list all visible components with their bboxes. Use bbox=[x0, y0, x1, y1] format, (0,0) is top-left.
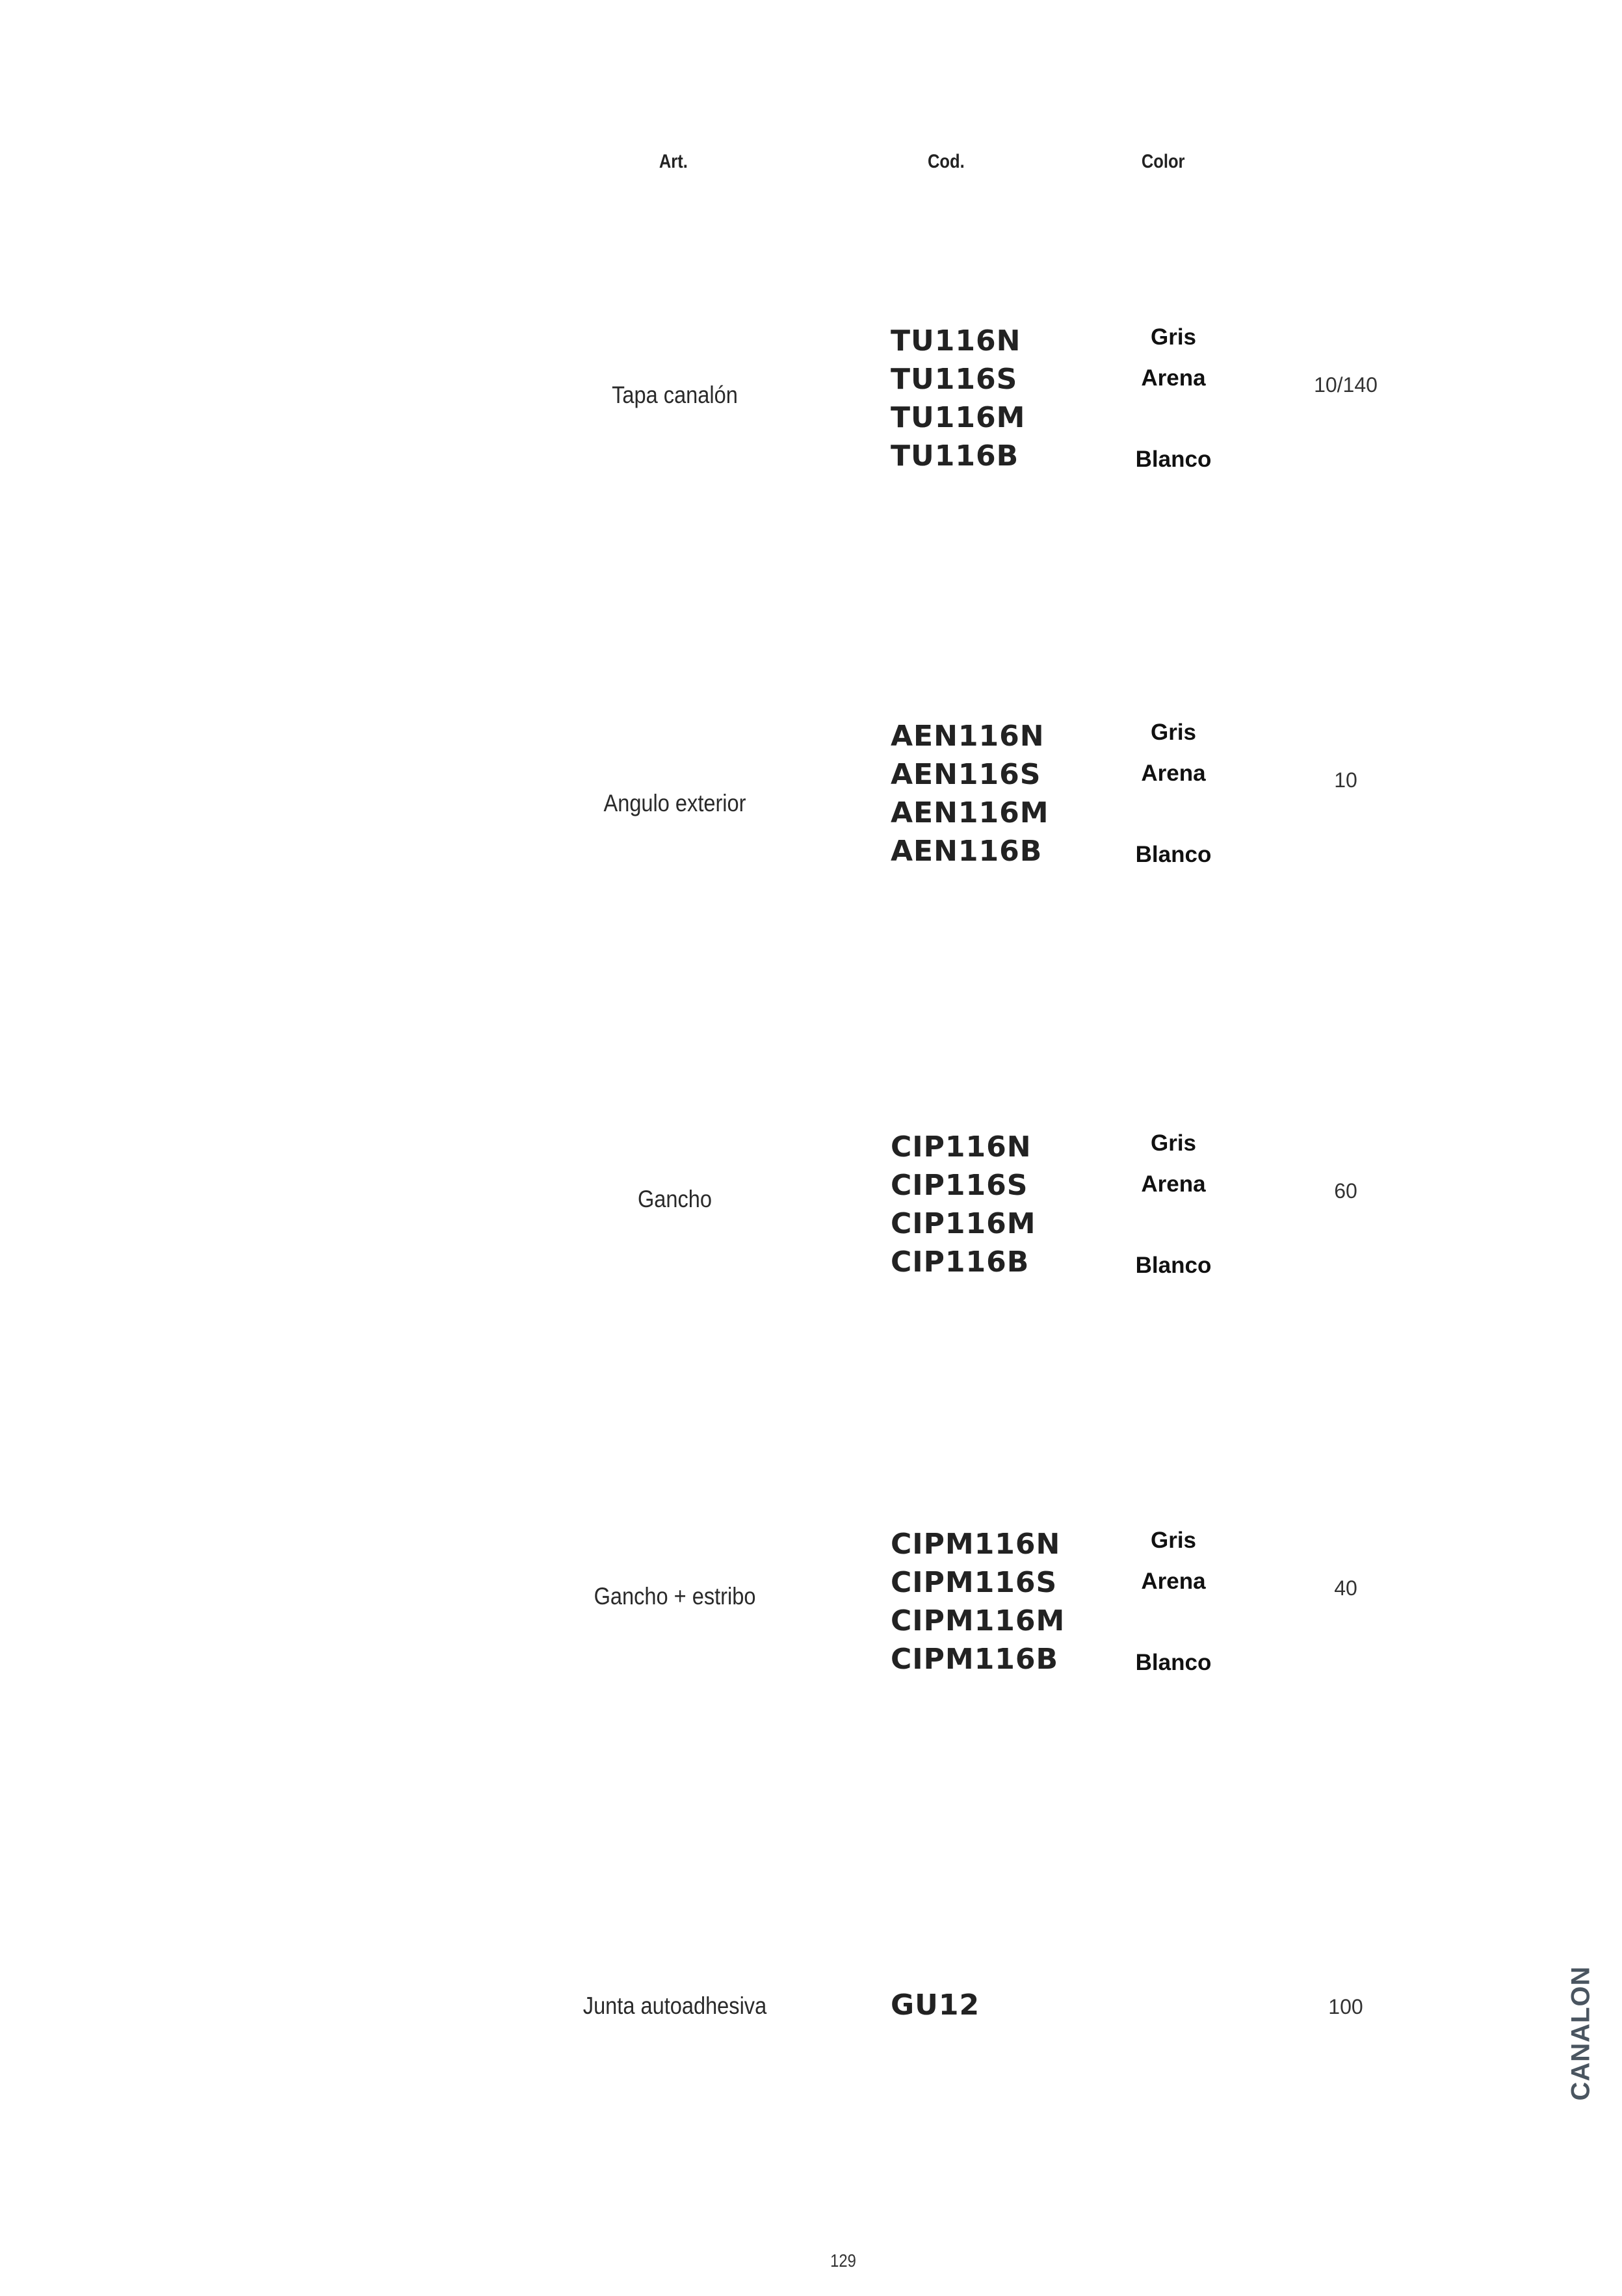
quantity: 60 bbox=[1334, 1179, 1357, 1203]
product-code: CIPM116B bbox=[891, 1643, 1059, 1676]
product-code: CIP116M bbox=[891, 1207, 1036, 1240]
section-label-text: CANALON bbox=[1566, 1966, 1595, 2101]
color-value: Gris bbox=[1150, 324, 1197, 350]
quantity: 40 bbox=[1334, 1576, 1357, 1600]
code-list bbox=[891, 1128, 1036, 1281]
code-list bbox=[891, 1525, 1065, 1678]
product-code: AEN116N bbox=[891, 720, 1045, 753]
product-code: AEN116B bbox=[891, 835, 1043, 868]
product-code: AEN116M bbox=[891, 796, 1049, 829]
code-list bbox=[891, 322, 1025, 475]
product-code: GU12 bbox=[891, 1989, 980, 2022]
product-code: TU116M bbox=[891, 401, 1026, 434]
color-value: Blanco bbox=[1135, 1650, 1212, 1675]
color-value: Arena bbox=[1141, 1171, 1206, 1197]
product-code: CIPM116M bbox=[891, 1604, 1066, 1637]
header-art: Art. bbox=[659, 151, 688, 172]
header-color: Color bbox=[1141, 151, 1185, 172]
header-cod: Cod. bbox=[927, 151, 965, 172]
color-value: Arena bbox=[1141, 761, 1206, 786]
quantity: 10/140 bbox=[1314, 373, 1378, 397]
product-code: CIP116B bbox=[891, 1246, 1030, 1279]
product-row bbox=[0, 717, 1622, 912]
quantity: 10 bbox=[1334, 768, 1357, 792]
article-name: Gancho + estribo bbox=[594, 1583, 756, 1610]
product-code: TU116S bbox=[891, 363, 1018, 396]
product-row bbox=[0, 1525, 1622, 1720]
color-value: Gris bbox=[1150, 1528, 1197, 1553]
product-row bbox=[0, 322, 1622, 517]
code-list bbox=[891, 1986, 980, 2024]
article-name: Angulo exterior bbox=[603, 790, 746, 816]
color-value: Arena bbox=[1141, 365, 1206, 391]
section-label bbox=[1555, 1966, 1607, 2101]
article-name: Gancho bbox=[637, 1186, 713, 1212]
page-number: 129 bbox=[830, 2250, 856, 2271]
color-value: Arena bbox=[1141, 1569, 1206, 1594]
product-code: TU116B bbox=[891, 439, 1019, 473]
product-code: CIPM116N bbox=[891, 1528, 1061, 1561]
product-row bbox=[0, 1128, 1622, 1323]
product-code: CIP116S bbox=[891, 1169, 1028, 1202]
color-value: Blanco bbox=[1135, 447, 1212, 472]
color-value: Gris bbox=[1150, 1130, 1197, 1156]
product-code: AEN116S bbox=[891, 758, 1041, 791]
color-value: Blanco bbox=[1135, 842, 1212, 867]
quantity: 100 bbox=[1328, 1995, 1363, 2018]
product-row bbox=[0, 1986, 1622, 2181]
product-code: CIPM116S bbox=[891, 1566, 1058, 1599]
product-code: TU116N bbox=[891, 324, 1021, 358]
article-name: Junta autoadhesiva bbox=[582, 1992, 767, 2019]
color-value: Gris bbox=[1150, 720, 1197, 745]
product-code: CIP116N bbox=[891, 1130, 1032, 1164]
color-value: Blanco bbox=[1135, 1253, 1212, 1278]
code-list bbox=[891, 717, 1049, 870]
article-name: Tapa canalón bbox=[612, 382, 738, 408]
